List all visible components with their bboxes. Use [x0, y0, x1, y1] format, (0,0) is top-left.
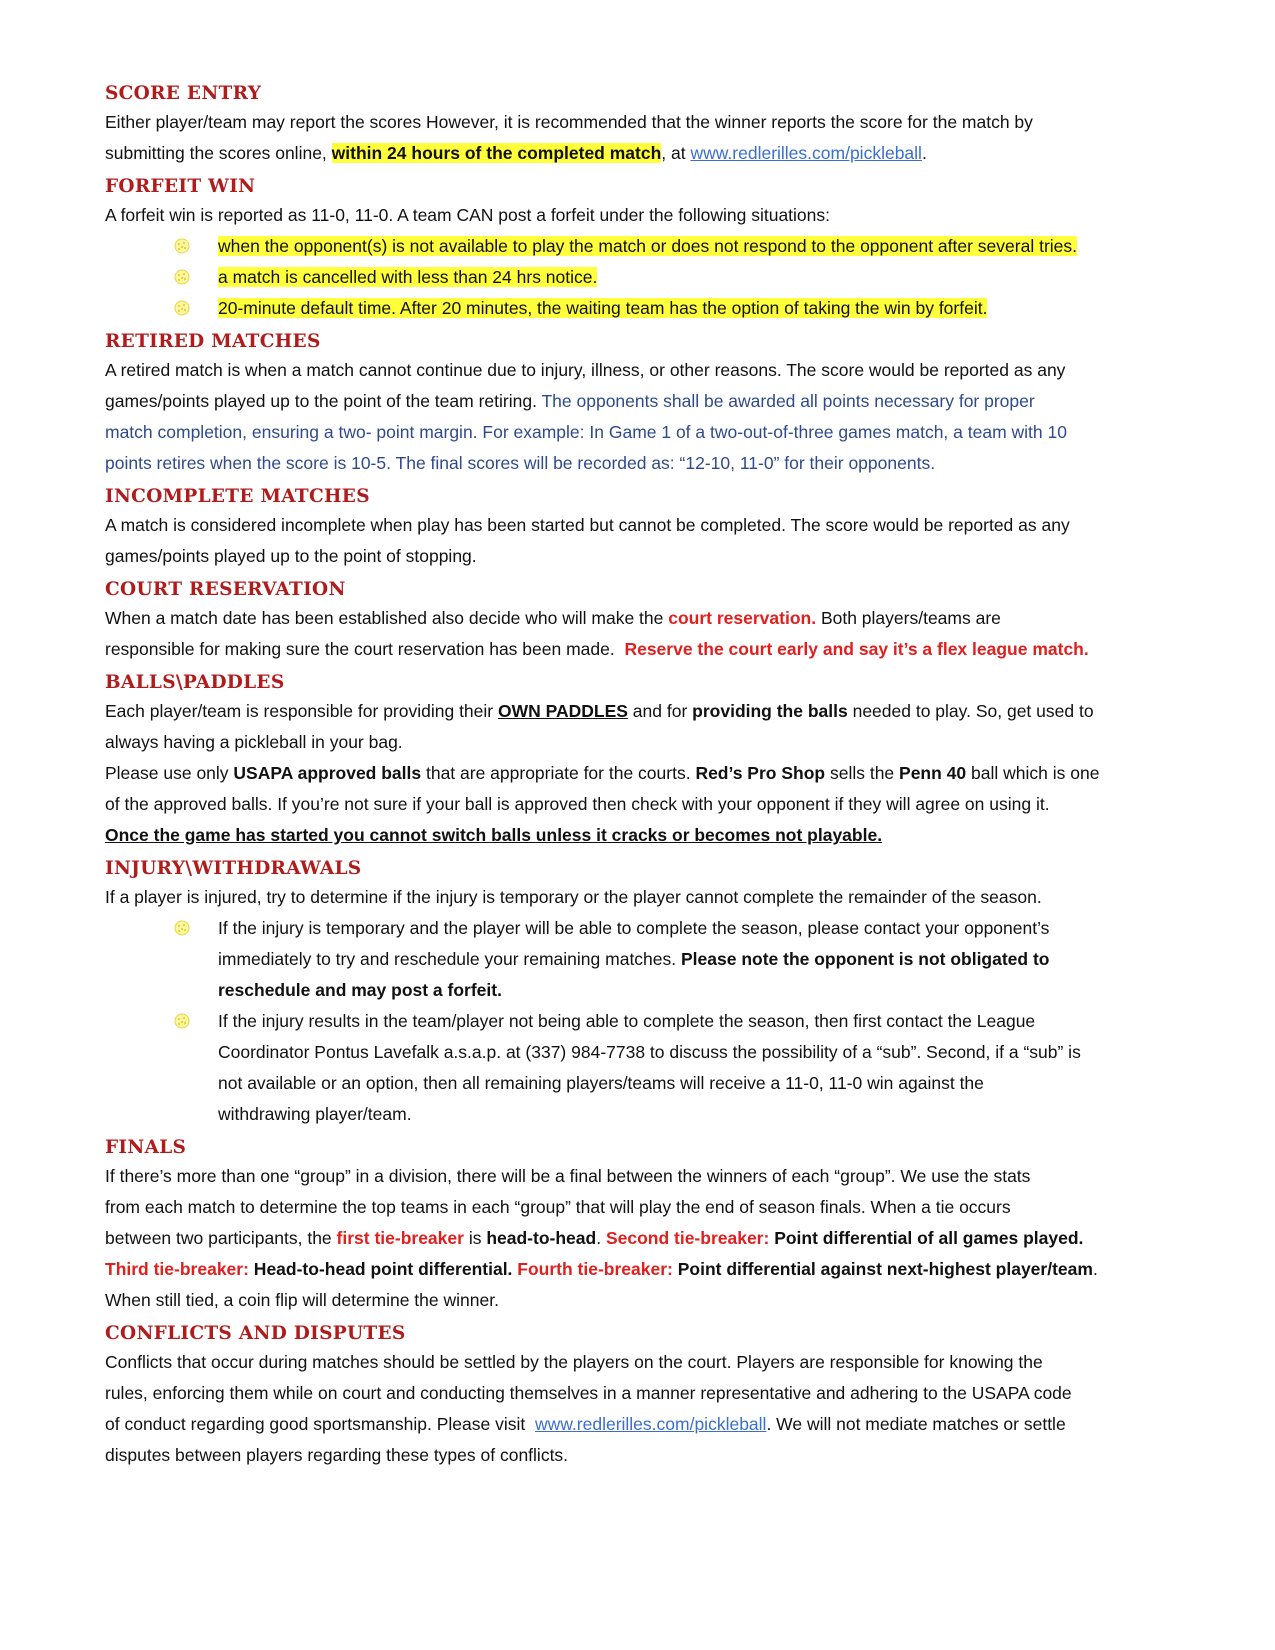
section-court-reservation: [105, 572, 1175, 665]
paragraph-line: rules, enforcing them while on court and conducting themselves in a manner representative and adhering to the USAPA code: [105, 1383, 1072, 1403]
paragraph-line: disputes between players regarding these types of conflicts.: [105, 1445, 569, 1465]
paragraph-line: of conduct regarding good sportsmanship. Please visit www.redlerilles.com/pickleball. We will not mediate matches or settle: [105, 1414, 1066, 1434]
paragraph-line: submitting the scores online, within 24 hours of the completed match, at www.redlerilles.com/pickleball.: [105, 143, 927, 163]
list-item: If the injury results in the team/player not being able to complete the season, then first contact the League Coordinator Pontus Lavefalk a.s.a.p. at (337) 984-7738 to discuss the possibility of a “sub”. Second, if a “sub” is not available or an option, then all remaining players/teams will receive a 11-0, 11-0 win against the withdrawing player/team.: [218, 1006, 1175, 1130]
paragraph-line: Third tie-breaker: Head-to-head point differential. Fourth tie-breaker: Point differential against next-highest player/team.: [105, 1259, 1098, 1279]
pickleball-link[interactable]: www.redlerilles.com/pickleball: [690, 143, 922, 163]
paragraph-line: Each player/team is responsible for providing their OWN PADDLES and for providing the balls needed to play. So, get used to: [105, 701, 1094, 721]
section-injury-withdrawals: [105, 851, 1175, 1130]
paragraph-line: responsible for making sure the court reservation has been made. Reserve the court early and say it’s a flex league match.: [105, 639, 1089, 659]
pickleball-bullet-icon: [174, 269, 190, 285]
pickleball-link[interactable]: www.redlerilles.com/pickleball: [534, 1414, 767, 1434]
paragraph-line: When still tied, a coin flip will determine the winner.: [105, 1290, 499, 1310]
pickleball-bullet-icon: [174, 238, 190, 254]
heading-conflicts-disputes: CONFLICTS AND DISPUTES: [105, 1323, 406, 1344]
paragraph-line: of the approved balls. If you’re not sure if your ball is approved then check with your opponent if they will agree on using it.: [105, 794, 1050, 814]
pickleball-bullet-icon: [174, 1013, 190, 1029]
section-finals: [105, 1130, 1175, 1316]
paragraph-line: Please use only USAPA approved balls that are appropriate for the courts. Red’s Pro Shop sells the Penn 40 ball which is one: [105, 763, 1100, 783]
heading-injury-withdrawals: INJURY\WITHDRAWALS: [105, 858, 362, 879]
section-balls-paddles: [105, 665, 1175, 851]
paragraph-line: Either player/team may report the scores However, it is recommended that the winner reports the score for the match by: [105, 112, 1033, 132]
paragraph-line: Once the game has started you cannot switch balls unless it cracks or becomes not playable.: [105, 825, 883, 845]
paragraph-line: A match is considered incomplete when play has been started but cannot be completed. The score would be reported as any: [105, 515, 1070, 535]
list-item: 20-minute default time. After 20 minutes, the waiting team has the option of taking the win by forfeit.: [218, 293, 1175, 324]
section-retired-matches: [105, 324, 1175, 479]
paragraph-line: When a match date has been established also decide who will make the court reservation. Both players/teams are: [105, 608, 1001, 628]
heading-retired-matches: RETIRED MATCHES: [105, 331, 321, 352]
paragraph-line: always having a pickleball in your bag.: [105, 732, 403, 752]
heading-score-entry: SCORE ENTRY: [105, 83, 262, 104]
pickleball-bullet-icon: [174, 300, 190, 316]
paragraph-line: If there’s more than one “group” in a division, there will be a final between the winners of each “group”. We use the stats: [105, 1166, 1031, 1186]
list-item: If the injury is temporary and the player will be able to complete the season, please contact your opponent’s immediately to try and reschedule your remaining matches. Please note the opponent is not obligated to reschedule and may post a forfeit.: [218, 913, 1175, 1006]
list-item: when the opponent(s) is not available to play the match or does not respond to the opponent after several tries.: [218, 231, 1175, 262]
section-score-entry: [105, 76, 1175, 169]
paragraph-line: A forfeit win is reported as 11-0, 11-0. A team CAN post a forfeit under the following situations:: [105, 205, 831, 225]
paragraph-line: points retires when the score is 10-5. The final scores will be recorded as: “12-10, 11-0” for their opponents.: [105, 453, 936, 473]
paragraph-line: A retired match is when a match cannot continue due to injury, illness, or other reasons. The score would be reported as any: [105, 360, 1066, 380]
heading-finals: FINALS: [105, 1137, 187, 1158]
injury-list: [105, 913, 1175, 1130]
paragraph-line: from each match to determine the top teams in each “group” that will play the end of season finals. When a tie occurs: [105, 1197, 1011, 1217]
heading-forfeit-win: FORFEIT WIN: [105, 176, 256, 197]
paragraph-line: games/points played up to the point of the team retiring. The opponents shall be awarded all points necessary for proper: [105, 391, 1035, 411]
paragraph-line: games/points played up to the point of stopping.: [105, 546, 477, 566]
paragraph-line: between two participants, the first tie-breaker is head-to-head. Second tie-breaker: Point differential of all games played.: [105, 1228, 1084, 1248]
heading-incomplete-matches: INCOMPLETE MATCHES: [105, 486, 370, 507]
paragraph-line: Conflicts that occur during matches should be settled by the players on the court. Players are responsible for knowing the: [105, 1352, 1043, 1372]
paragraph-line: If a player is injured, try to determine if the injury is temporary or the player cannot complete the remainder of the season.: [105, 887, 1042, 907]
section-incomplete-matches: [105, 479, 1175, 572]
pickleball-bullet-icon: [174, 920, 190, 936]
heading-court-reservation: COURT RESERVATION: [105, 579, 346, 600]
document-page: [105, 76, 1175, 1471]
highlight-24-hours: within 24 hours of the completed match: [331, 143, 662, 163]
heading-balls-paddles: BALLS\PADDLES: [105, 672, 285, 693]
forfeit-list: [105, 231, 1175, 324]
section-forfeit-win: [105, 169, 1175, 324]
section-conflicts-disputes: [105, 1316, 1175, 1471]
list-item: a match is cancelled with less than 24 hrs notice.: [218, 262, 1175, 293]
paragraph-line: match completion, ensuring a two- point margin. For example: In Game 1 of a two-out-of-three games match, a team with 10: [105, 422, 1067, 442]
